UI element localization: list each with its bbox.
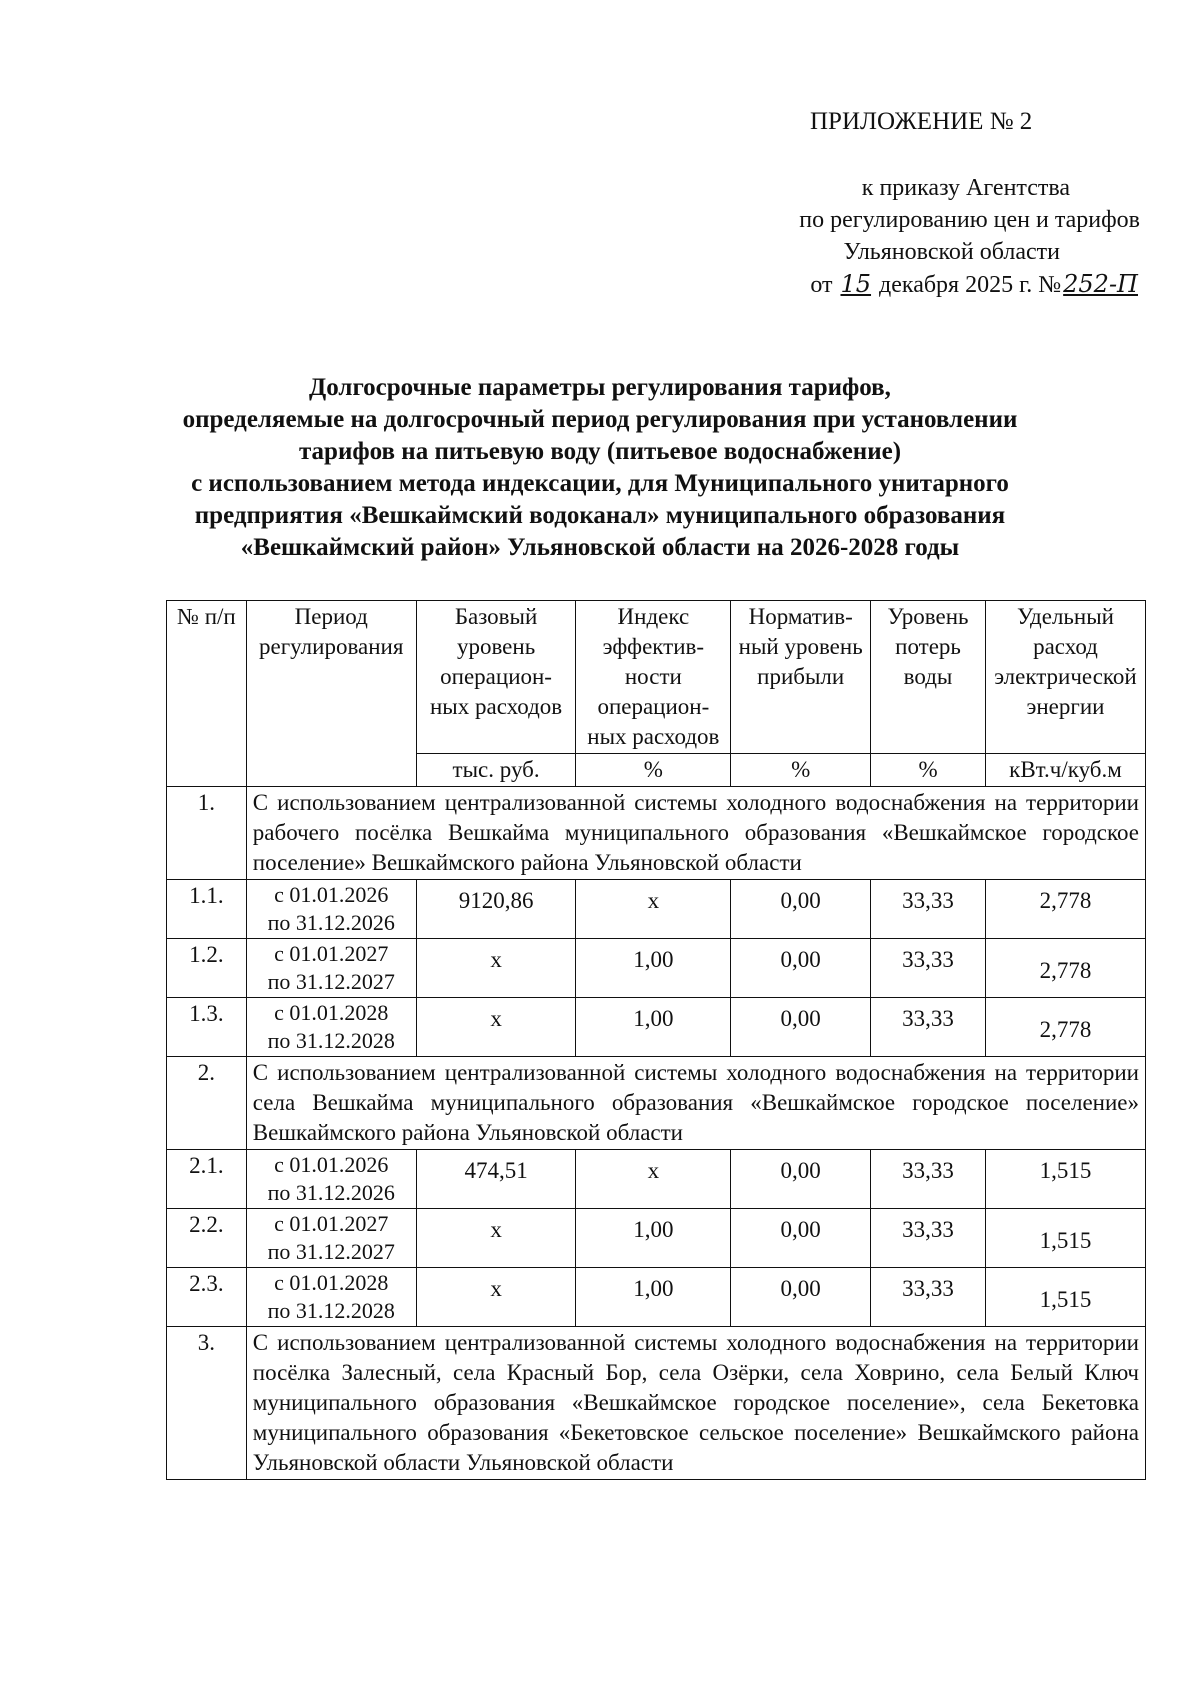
section-description: С использованием централизованной системы холодного водоснабжения на территории посёлка Залесный, села Красный Бор, села Озёрки, села Ховрино, села Белый Ключ муниципального образования «Вешкаймское городское поселение», села Бекетовка муниципального образования «Бекетовское сельское поселение» Вешкаймского района Ульяновской области Ульяновской области	[246, 1327, 1145, 1480]
ref-line-date	[600, 268, 1140, 301]
ref-line-1: к приказу Агентства	[861, 175, 1070, 201]
unit-energy: кВт.ч/куб.м	[985, 754, 1145, 787]
cell-loss: 33,33	[871, 880, 986, 939]
section-row	[167, 787, 1146, 880]
cell-index: x	[576, 880, 731, 939]
title-line: «Вешкаймский район» Ульяновской области на 2026-2028 годы	[240, 534, 960, 561]
section-description: С использованием централизованной системы холодного водоснабжения на территории рабочего посёлка Вешкайма муниципального образования «Вешкаймское городское поселение» Вешкаймского района Ульяновской области	[246, 787, 1145, 880]
row-num: 1.3.	[167, 998, 247, 1057]
row-period	[246, 998, 416, 1057]
period-to: по 31.12.2028	[267, 1028, 395, 1053]
period-from: с 01.01.2027	[274, 1211, 389, 1236]
cell-profit: 0,00	[731, 1150, 871, 1209]
title-line: тарифов на питьевую воду (питьевое водоснабжение)	[298, 438, 902, 465]
cell-loss: 33,33	[871, 1209, 986, 1268]
period-from: с 01.01.2026	[274, 882, 389, 907]
col-header-period: Период регулирования	[246, 601, 416, 787]
col-header-loss: Уровень потерь воды	[871, 601, 986, 754]
table-row	[167, 1268, 1146, 1327]
ref-line-2: по регулированию цен и тарифов	[799, 207, 1140, 233]
table-row	[167, 998, 1146, 1057]
header-row	[167, 601, 1146, 754]
col-header-base: Базовый уровень операцион-ных расходов	[416, 601, 576, 754]
ref-day-handwritten: 15	[840, 270, 872, 298]
row-period	[246, 1150, 416, 1209]
period-from: с 01.01.2027	[274, 941, 389, 966]
section-row	[167, 1057, 1146, 1150]
order-reference	[600, 172, 1140, 301]
cell-energy: 1,515	[985, 1209, 1145, 1268]
row-period	[246, 1268, 416, 1327]
period-from: с 01.01.2026	[274, 1152, 389, 1177]
table-row	[167, 939, 1146, 998]
cell-index: 1,00	[576, 939, 731, 998]
period-to: по 31.12.2028	[267, 1298, 395, 1323]
cell-loss: 33,33	[871, 998, 986, 1057]
table-row	[167, 1150, 1146, 1209]
cell-base: x	[416, 1268, 576, 1327]
title-line: определяемые на долгосрочный период регулирования при установлении	[182, 406, 1018, 433]
col-header-energy: Удельный расход электрической энергии	[985, 601, 1145, 754]
parameters-table	[166, 600, 1146, 1480]
unit-base: тыс. руб.	[416, 754, 576, 787]
period-to: по 31.12.2027	[267, 969, 395, 994]
cell-base: 9120,86	[416, 880, 576, 939]
cell-base: x	[416, 998, 576, 1057]
period-to: по 31.12.2026	[267, 1180, 395, 1205]
period-to: по 31.12.2026	[267, 910, 395, 935]
cell-index: 1,00	[576, 1209, 731, 1268]
row-period	[246, 880, 416, 939]
col-header-num: № п/п	[167, 601, 247, 787]
period-from: с 01.01.2028	[274, 1000, 389, 1025]
section-num: 1.	[167, 787, 247, 880]
section-description: С использованием централизованной системы холодного водоснабжения на территории села Вешкайма муниципального образования «Вешкаймское городское поселение» Вешкаймского района Ульяновской области	[246, 1057, 1145, 1150]
unit-index: %	[576, 754, 731, 787]
cell-energy: 1,515	[985, 1268, 1145, 1327]
cell-loss: 33,33	[871, 1150, 986, 1209]
cell-energy: 2,778	[985, 998, 1145, 1057]
cell-base: x	[416, 939, 576, 998]
title-line: предприятия «Вешкаймский водоканал» муниципального образования	[194, 502, 1006, 529]
ref-date-prefix: от	[810, 272, 833, 298]
row-num: 1.2.	[167, 939, 247, 998]
cell-energy: 2,778	[985, 939, 1145, 998]
cell-profit: 0,00	[731, 1209, 871, 1268]
cell-base: 474,51	[416, 1150, 576, 1209]
ref-date-mid: декабря 2025 г. №	[879, 272, 1062, 298]
row-num: 1.1.	[167, 880, 247, 939]
cell-base: x	[416, 1209, 576, 1268]
cell-profit: 0,00	[731, 880, 871, 939]
cell-index: 1,00	[576, 1268, 731, 1327]
col-header-profit: Норматив-ный уровень прибыли	[731, 601, 871, 754]
cell-profit: 0,00	[731, 939, 871, 998]
row-num: 2.3.	[167, 1268, 247, 1327]
period-to: по 31.12.2027	[267, 1239, 395, 1264]
table-row	[167, 880, 1146, 939]
title-line: с использованием метода индексации, для Муниципального унитарного	[191, 470, 1009, 497]
appendix-title: ПРИЛОЖЕНИЕ № 2	[810, 108, 1033, 135]
cell-profit: 0,00	[731, 1268, 871, 1327]
unit-profit: %	[731, 754, 871, 787]
unit-loss: %	[871, 754, 986, 787]
row-num: 2.1.	[167, 1150, 247, 1209]
cell-loss: 33,33	[871, 1268, 986, 1327]
cell-loss: 33,33	[871, 939, 986, 998]
cell-energy: 2,778	[985, 880, 1145, 939]
cell-index: 1,00	[576, 998, 731, 1057]
ref-line-3: Ульяновской области	[843, 239, 1060, 265]
row-num: 2.2.	[167, 1209, 247, 1268]
row-period	[246, 939, 416, 998]
cell-energy: 1,515	[985, 1150, 1145, 1209]
col-header-index: Индекс эффектив-ности операцион-ных расходов	[576, 601, 731, 754]
row-period	[246, 1209, 416, 1268]
section-num: 3.	[167, 1327, 247, 1480]
ref-number-handwritten: 252-П	[1063, 270, 1138, 298]
cell-profit: 0,00	[731, 998, 871, 1057]
section-row	[167, 1327, 1146, 1480]
period-from: с 01.01.2028	[274, 1270, 389, 1295]
table-row	[167, 1209, 1146, 1268]
section-num: 2.	[167, 1057, 247, 1150]
title-line: Долгосрочные параметры регулирования тарифов,	[309, 374, 891, 401]
cell-index: x	[576, 1150, 731, 1209]
document-title	[150, 372, 1050, 564]
